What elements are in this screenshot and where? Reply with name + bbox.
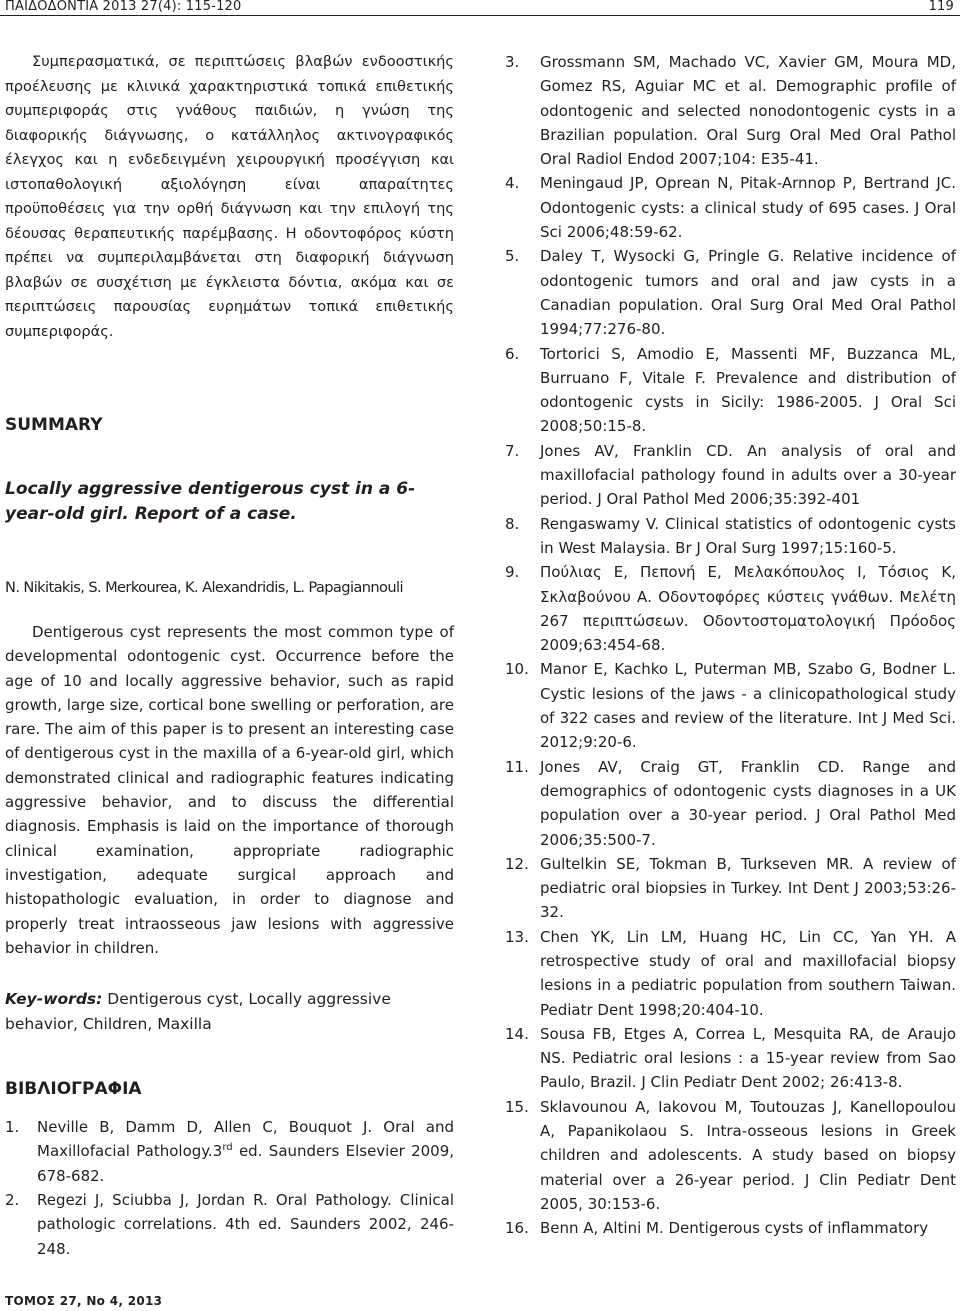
reference-text: Regezi J, Sciubba J, Jordan R. Oral Pathology. Clinical pathologic correlations. 4th ed. Saunders 2002, 246-248. xyxy=(37,1191,454,1258)
reference-number: 8. xyxy=(505,514,520,533)
reference-text: Rengaswamy V. Clinical statistics of odontogenic cysts in West Malaysia. Br J Oral Surg 1997;15:160-5. xyxy=(540,514,956,557)
left-column xyxy=(5,50,454,1261)
reference-number: 6. xyxy=(505,344,520,363)
reference-number: 7. xyxy=(505,441,520,460)
reference-item xyxy=(505,1095,956,1216)
reference-number: 10. xyxy=(505,660,529,679)
reference-item xyxy=(505,925,956,1022)
reference-list-right xyxy=(505,50,956,1241)
keywords-text: Dentigerous cyst, Locally aggressive behavior, Children, Maxilla xyxy=(5,990,391,1034)
reference-list-left xyxy=(5,1115,454,1261)
reference-text: Sousa FB, Etges A, Correa L, Mesquita RA, de Araujo NS. Pediatric oral lesions : a 15-year review from Sao Paulo, Brazil. J Clin Pediatr Dent 2002; 26:413-8. xyxy=(540,1024,956,1092)
journal-citation: ΠΑΙΔΟΔΟΝΤΙΑ 2013 27(4): 115-120 xyxy=(5,0,242,14)
english-abstract: Dentigerous cyst represents the most common type of developmental odontogenic cyst. Occurrence before the age of 10 and locally aggressive behavior, such as rapid growth, large size, cortical bone swelling or perforation, are rare. The aim of this paper is to present an interesting case of dentigerous cyst in the maxilla of a 6-year-old girl, which demonstrated clinical and radiographic features indicating aggressive behavior, and to discuss the differential diagnosis. Emphasis is laid on the importance of thorough clinical examination, appropriate radiographic investigation, adequate surgical approach and histopathologic evaluation, in order to diagnose and properly treat intraosseous jaw lesions with aggressive behavior in children. xyxy=(5,623,454,957)
reference-text: Jones AV, Franklin CD. An analysis of oral and maxillofacial pathology found in adults over a 30-year period. J Oral Pathol Med 2006;35:392-401 xyxy=(540,441,956,509)
reference-text: Jones AV, Craig GT, Franklin CD. Range and demographics of odontogenic cysts diagnoses in a UK population over a 30-year period. J Oral Pathol Med 2006;35:500-7. xyxy=(540,757,956,849)
reference-number: 1. xyxy=(5,1118,20,1137)
reference-text: Daley T, Wysocki G, Pringle G. Relative incidence of odontogenic tumors and oral and jaw cysts in a Canadian population. Oral Surg Oral Med Oral Pathol 1994;77:276-80. xyxy=(540,247,956,339)
reference-item xyxy=(505,439,956,512)
reference-number: 15. xyxy=(505,1097,529,1116)
reference-number: 2. xyxy=(5,1191,20,1210)
reference-text: Meningaud JP, Oprean N, Pitak-Arnnop P, Bertrand JC. Odontogenic cysts: a clinical study of 695 cases. J Oral Sci 2006;48:59-62. xyxy=(540,174,956,242)
reference-text: Sklavounou A, Iakovou M, Toutouzas J, Kanellopoulou A, Papanikolaou S. Intra-osseous lesions in Greek children and adolescents. A study based on biopsy material over a 26-year period. J Clin Pediatr Dent 2005, 30:153-6. xyxy=(540,1097,956,1213)
reference-item xyxy=(5,1188,454,1261)
page-number: 119 xyxy=(928,0,954,14)
reference-text: Manor E, Kachko L, Puterman MB, Szabo G, Bodner L. Cystic lesions of the jaws - a clinicopathological study of 322 cases and review of the literature. Int J Med Sci. 2012;9:20-6. xyxy=(540,660,956,752)
reference-text: Πούλιας Ε, Πεπονή Ε, Μελακόπουλος Ι, Τόσιος Κ, Σκλαβούνου Α. Οδοντοφόρες κύστεις γνάθων. Μελέτη 267 περιπτώσεων. Οδοντοστοματολογική Πρόοδος 2009;63:454-68. xyxy=(540,563,956,655)
footer-volume: ΤΟΜΟΣ 27, Νο 4, 2013 xyxy=(5,1294,163,1308)
reference-text: Chen YK, Lin LM, Huang HC, Lin CC, Yan YH. A retrospective study of oral and maxillofacial biopsy lesions in a pediatric population from southern Taiwan. Pediatr Dent 1998;20:404-10. xyxy=(540,927,956,1019)
reference-number: 13. xyxy=(505,927,529,946)
reference-number: 4. xyxy=(505,174,520,193)
reference-item xyxy=(505,1216,956,1240)
reference-number: 14. xyxy=(505,1024,529,1043)
english-article-title: Locally aggressive dentigerous cyst in a 6-year-old girl. Report of a case. xyxy=(5,479,416,524)
reference-number: 12. xyxy=(505,854,529,873)
reference-number: 5. xyxy=(505,247,520,266)
reference-item xyxy=(505,852,956,925)
reference-item xyxy=(505,50,956,171)
right-column xyxy=(505,50,956,1241)
reference-item xyxy=(505,244,956,341)
reference-number: 9. xyxy=(505,563,520,582)
reference-item xyxy=(505,560,956,657)
reference-number: 16. xyxy=(505,1219,529,1238)
keywords xyxy=(5,987,454,1037)
author-list: N. Nikitakis, S. Merkourea, K. Alexandridis, L. Papagiannouli xyxy=(5,579,403,596)
reference-item xyxy=(505,1022,956,1095)
reference-number: 3. xyxy=(505,53,520,71)
reference-text: Grossmann SM, Machado VC, Xavier GM, Moura MD, Gomez RS, Aguiar MC et al. Demographic profile of odontogenic and selected nonodontogenic cysts in a Brazilian population. Oral Surg Oral Med Oral Pathol Oral Radiol Endod 2007;104: E35-41. xyxy=(540,53,956,169)
greek-conclusion-paragraph: Συμπερασματικά, σε περιπτώσεις βλαβών ενδοοστικής προέλευσης με κλινικά χαρακτηριστικά τοπικά επιθετικής συμπεριφοράς στις γνάθους παιδιών, η γνώση της διαφορικής διάγνωσης, ο κατάλληλος ακτινογραφικός έλεγχος και η ενδεδειγμένη χειρουργική προσέγγιση και ιστοπαθολογική αξιολόγηση είναι απαραίτητες προϋποθέσεις για την ορθή διάγνωση και την επιλογή της δέουσας θεραπευτικής παρέμβασης. Η οδοντοφόρος κύστη πρέπει να συμπεριλαμβάνεται στη διαφορική διάγνωση βλαβών σε συσχέτιση με έγκλειστα δόντια, ακόμα και σε περιπτώσεις παρουσίας ευρημάτων τοπικά επιθετικής συμπεριφοράς. xyxy=(5,53,454,340)
keywords-label: Key-words: xyxy=(5,990,103,1009)
running-head xyxy=(0,0,960,16)
reference-item xyxy=(505,342,956,439)
reference-text: Benn A, Altini M. Dentigerous cysts of inflammatory xyxy=(540,1219,929,1238)
reference-text: Neville B, Damm D, Allen C, Bouquot J. Oral and Maxillofacial Pathology.3rd ed. Saunders Elsevier 2009, 678-682. xyxy=(37,1118,455,1185)
reference-item xyxy=(5,1115,454,1188)
reference-text: Gultelkin SE, Tokman B, Turkseven MR. A review of pediatric oral biopsies in Turkey. Int Dent J 2003;53:26-32. xyxy=(540,854,956,922)
reference-item xyxy=(505,512,956,561)
reference-number: 11. xyxy=(505,757,529,776)
reference-item xyxy=(505,171,956,244)
bibliography-heading: ΒΙΒΛΙΟΓΡΑΦΙΑ xyxy=(5,1079,142,1100)
summary-heading: SUMMARY xyxy=(5,415,103,435)
reference-text: Tortorici S, Amodio E, Massenti MF, Buzzanca ML, Burruano F, Vitale F. Prevalence and distribution of odontogenic cysts in Sicily: 1986-2005. J Oral Sci 2008;50:15-8. xyxy=(540,344,956,436)
reference-item xyxy=(505,755,956,852)
reference-item xyxy=(505,657,956,754)
